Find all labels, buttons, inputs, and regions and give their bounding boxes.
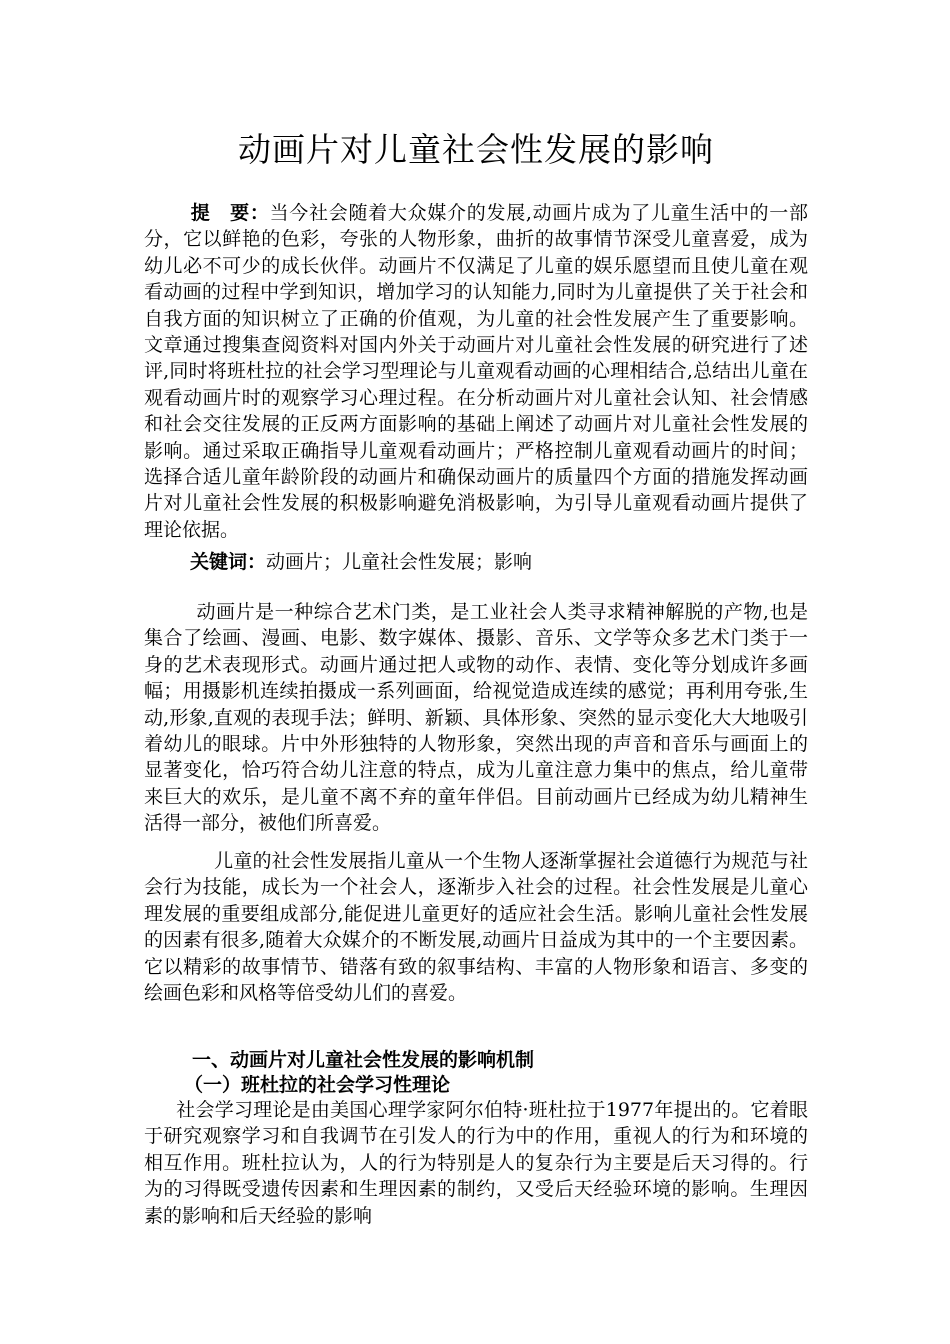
abstract-paragraph	[144, 200, 808, 543]
abstract-text: 当今社会随着大众媒介的发展,动画片成为了儿童生活中的一部分，它以鲜艳的色彩，夸张的人物形象，曲折的故事情节深受儿童喜爱，成为幼儿必不可少的成长伙伴。动画片不仅满足了儿童的娱乐愿望而且使儿童在观看动画的过程中学到知识，增加学习的认知能力,同时为儿童提供了关于社会和自我方面的知识树立了正确的价值观，为儿童的社会性发展产生了重要影响。文章通过搜集查阅资料对国内外关于动画片对儿童社会性发展的研究进行了述评,同时将班杜拉的社会学习型理论与儿童观看动画的心理相结合,总结出儿童在观看动画片时的观察学习心理过程。在分析动画片对儿童社会认知、社会情感和社会交往发展的正反两方面影响的基础上阐述了动画片对儿童社会性发展的影响。通过采取正确指导儿童观看动画片；严格控制儿童观看动画片的时间；选择合适儿童年龄阶段的动画片和确保动画片的质量四个方面的措施发挥动画片对儿童社会性发展的积极影响避免消极影响，为引导儿童观看动画片提供了理论依据。	[144, 202, 808, 541]
body-paragraph-2-text: 儿童的社会性发展指儿童从一个生物人逐渐掌握社会道德行为规范与社会行为技能，成长为一个社会人，逐渐步入社会的过程。社会性发展是儿童心理发展的重要组成部分,能促进儿童更好的适应社会生活。影响儿童社会性发展的因素有很多,随着大众媒介的不断发展,动画片日益成为其中的一个主要因素。它以精彩的故事情节、错落有致的叙事结构、丰富的人物形象和语言、多变的绘画色彩和风格等倍受幼儿们的喜爱。	[144, 850, 808, 1005]
abstract-label: 提 要：	[190, 202, 270, 224]
body-paragraph-2	[144, 848, 808, 1006]
body-paragraph-3	[144, 1097, 808, 1229]
section-heading: 一、动画片对儿童社会性发展的影响机制	[192, 1049, 535, 1071]
keywords-label: 关键词：	[190, 551, 267, 573]
subsection-heading: （一）班杜拉的社会学习性理论	[184, 1074, 451, 1096]
document-title: 动画片对儿童社会性发展的影响	[238, 130, 714, 169]
keywords-paragraph	[144, 549, 808, 575]
body-paragraph-3-text: 社会学习理论是由美国心理学家阿尔伯特·班杜拉于1977年提出的。它着眼于研究观察学习和自我调节在引发人的行为中的作用，重视人的行为和环境的相互作用。班杜拉认为，人的行为特别是人的复杂行为主要是后天习得的。行为的习得既受遗传因素和生理因素的制约，又受后天经验环境的影响。生理因素的影响和后天经验的影响	[144, 1099, 808, 1227]
body-paragraph-1-text: 动画片是一种综合艺术门类，是工业社会人类寻求精神解脱的产物,也是集合了绘画、漫画、电影、数字媒体、摄影、音乐、文学等众多艺术门类于一身的艺术表现形式。动画片通过把人或物的动作、表情、变化等分划成许多画幅；用摄影机连续拍摄成一系列画面，给视觉造成连续的感觉；再利用夸张,生动,形象,直观的表现手法；鲜明、新颖、具体形象、突然的显示变化大大地吸引着幼儿的眼球。片中外形独特的人物形象，突然出现的声音和音乐与画面上的显著变化，恰巧符合幼儿注意的特点，成为儿童注意力集中的焦点，给儿童带来巨大的欢乐，是儿童不离不弃的童年伴侣。目前动画片已经成为幼儿精神生活得一部分，被他们所喜爱。	[144, 601, 808, 835]
keywords-text: 动画片；儿童社会性发展；影响	[266, 551, 533, 573]
body-paragraph-1	[144, 599, 808, 837]
